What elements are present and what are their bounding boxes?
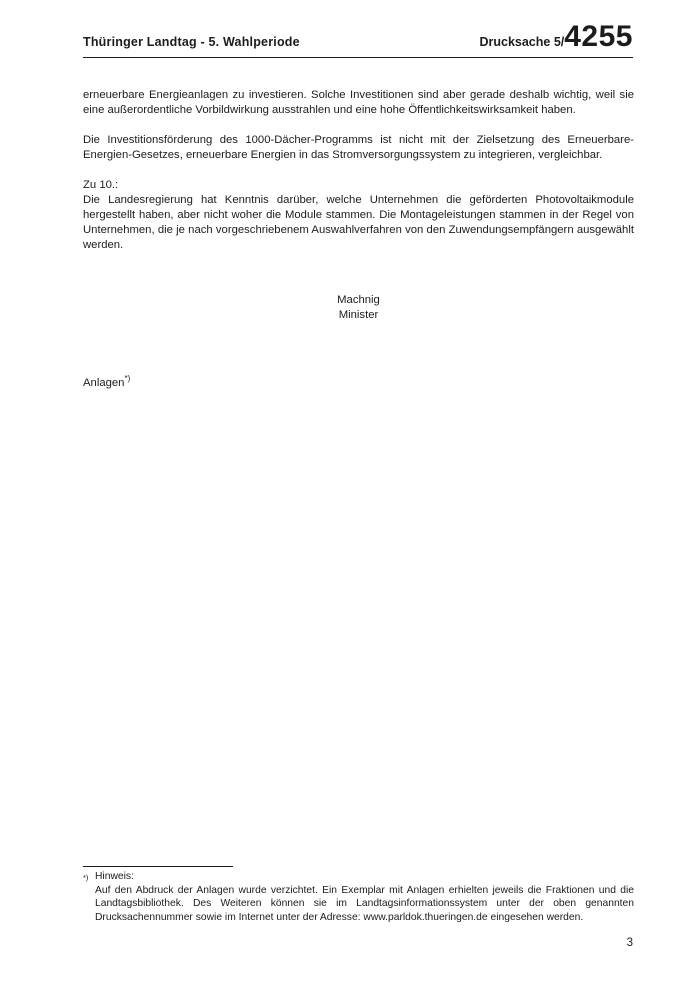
drucksache-label: Drucksache 5/	[479, 35, 565, 49]
footnote-row	[83, 870, 634, 924]
footnote-title: Hinweis:	[95, 871, 134, 882]
section-label-zu10: Zu 10.:	[83, 179, 119, 191]
paragraph-investment: erneuerbare Energieanlagen zu investieren. Solche Investitionen sind aber gerade deshalb wichtig, weil sie eine außerordentliche Vorbildwirkung ausstrahlen und eine hohe Öffentlichkeitswirksamkeit haben.	[83, 89, 634, 116]
footnote-block	[83, 866, 634, 924]
footnote-content	[95, 870, 634, 924]
document-header	[83, 22, 633, 52]
attachments-label: Anlagen	[83, 377, 125, 389]
header-parliament-title: Thüringer Landtag - 5. Wahlperiode	[83, 35, 300, 49]
footnote-text: Auf den Abdruck der Anlagen wurde verzichtet. Ein Exemplar mit Anlagen erhielten jeweils die Fraktionen und die Landtagsbibliothek. Des Weiteren können sie im Landtagsinformationssystem unter der oben genannten Drucksachennummer sowie im Internet unter der Adresse: www.parldok.thueringen.de eingesehen werden.	[95, 884, 634, 923]
paragraph-foerderung: Die Investitionsförderung des 1000-Dächer-Programms ist nicht mit der Zielsetzung des Erneuerbare-Energien-Gesetzes, erneuerbare Energien in das Stromversorgungssystem zu integrieren, vergleichbar.	[83, 134, 634, 161]
header-divider	[83, 57, 633, 58]
footnote-marker: *)	[83, 873, 89, 882]
signature-title: Minister	[338, 309, 379, 321]
attachments-line	[83, 376, 634, 391]
document-body	[83, 88, 634, 391]
attachments-footnote-marker: *)	[124, 374, 131, 384]
paragraph-zu10	[83, 178, 634, 253]
drucksache-number: 4255	[564, 20, 633, 53]
signature-name: Machnig	[337, 294, 380, 306]
footnote-divider	[83, 866, 233, 867]
page-number: 3	[626, 937, 633, 949]
header-drucksache	[479, 22, 633, 52]
paragraph-zu10-text: Die Landesregierung hat Kenntnis darüber, welche Unternehmen die geförderten Photovoltaikmodule hergestellt haben, aber nicht woher die Module stammen. Die Montageleistungen stammen in der Regel von Unternehmen, die je nach vorgeschriebenem Auswahlverfahren von den Zuwendungsempfängern ausgewählt werden.	[83, 194, 634, 251]
signature-block	[83, 293, 634, 323]
